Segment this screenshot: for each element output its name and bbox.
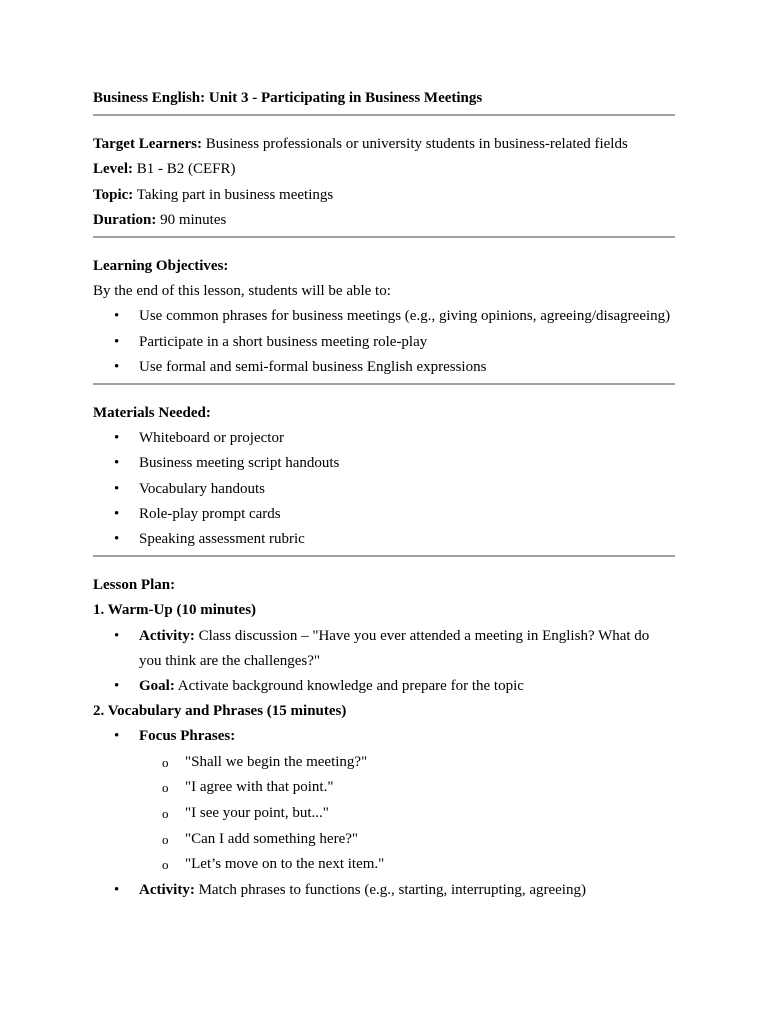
activity-label: Activity: (139, 627, 195, 644)
list-item (93, 878, 675, 903)
target-learners-value: Business professionals or university students in business-related fields (205, 136, 628, 153)
list-item: • Use formal and semi-formal business English expressions (93, 355, 675, 380)
activity-text: Match phrases to functions (e.g., starting, interrupting, agreeing) (198, 882, 586, 899)
objectives-list (93, 304, 675, 380)
phrases-list (139, 750, 675, 879)
phrase-item: o "Let’s move on to the next item." (93, 852, 675, 878)
vocab-list (93, 724, 675, 903)
duration-label: Duration: (93, 211, 157, 228)
topic-row (93, 183, 675, 208)
list-item: • Role-play prompt cards (93, 502, 675, 527)
list-item (93, 624, 675, 674)
phrase-item: o "Can I add something here?" (93, 827, 675, 853)
vocab-heading: 2. Vocabulary and Phrases (15 minutes) (93, 703, 347, 720)
objectives-heading: Learning Objectives: (93, 258, 229, 275)
list-item: • Business meeting script handouts (93, 451, 675, 476)
objectives-intro: By the end of this lesson, students will be able to: (93, 283, 391, 300)
materials-list (93, 426, 675, 552)
level-value: B1 - B2 (CEFR) (136, 161, 236, 178)
list-item: • Participate in a short business meeting role-play (93, 330, 675, 355)
topic-value: Taking part in business meetings (136, 186, 334, 203)
divider (93, 236, 675, 238)
warmup-heading: 1. Warm-Up (10 minutes) (93, 602, 257, 619)
activity-label: Activity: (139, 882, 195, 899)
list-item: • Use common phrases for business meetings (e.g., giving opinions, agreeing/disagreeing) (93, 304, 675, 329)
activity-text: Class discussion – "Have you ever attended a meeting in English? What do you think are the challenges?" (139, 627, 650, 669)
list-item: • Speaking assessment rubric (93, 527, 675, 552)
level-row (93, 157, 675, 182)
materials-heading: Materials Needed: (93, 405, 211, 422)
topic-label: Topic: (93, 186, 134, 203)
target-learners-row (93, 132, 675, 157)
list-item (93, 674, 675, 699)
duration-value: 90 minutes (160, 211, 227, 228)
phrase-item: o "I see your point, but..." (93, 801, 675, 827)
divider (93, 383, 675, 385)
list-item (93, 724, 675, 878)
list-item: • Whiteboard or projector (93, 426, 675, 451)
warmup-list (93, 624, 675, 700)
target-learners-label: Target Learners: (93, 136, 202, 153)
goal-label: Goal: (139, 678, 175, 695)
duration-row (93, 208, 675, 233)
lesson-plan-heading: Lesson Plan: (93, 577, 176, 594)
document (93, 86, 675, 903)
divider (93, 114, 675, 116)
divider (93, 555, 675, 557)
phrase-item: o "I agree with that point." (93, 775, 675, 801)
phrase-item: o "Shall we begin the meeting?" (93, 750, 675, 776)
level-label: Level: (93, 161, 133, 178)
goal-text: Activate background knowledge and prepare for the topic (177, 678, 524, 695)
list-item: • Vocabulary handouts (93, 477, 675, 502)
document-title: Business English: Unit 3 - Participating in Business Meetings (93, 90, 483, 106)
focus-phrases-label: Focus Phrases: (139, 728, 236, 745)
